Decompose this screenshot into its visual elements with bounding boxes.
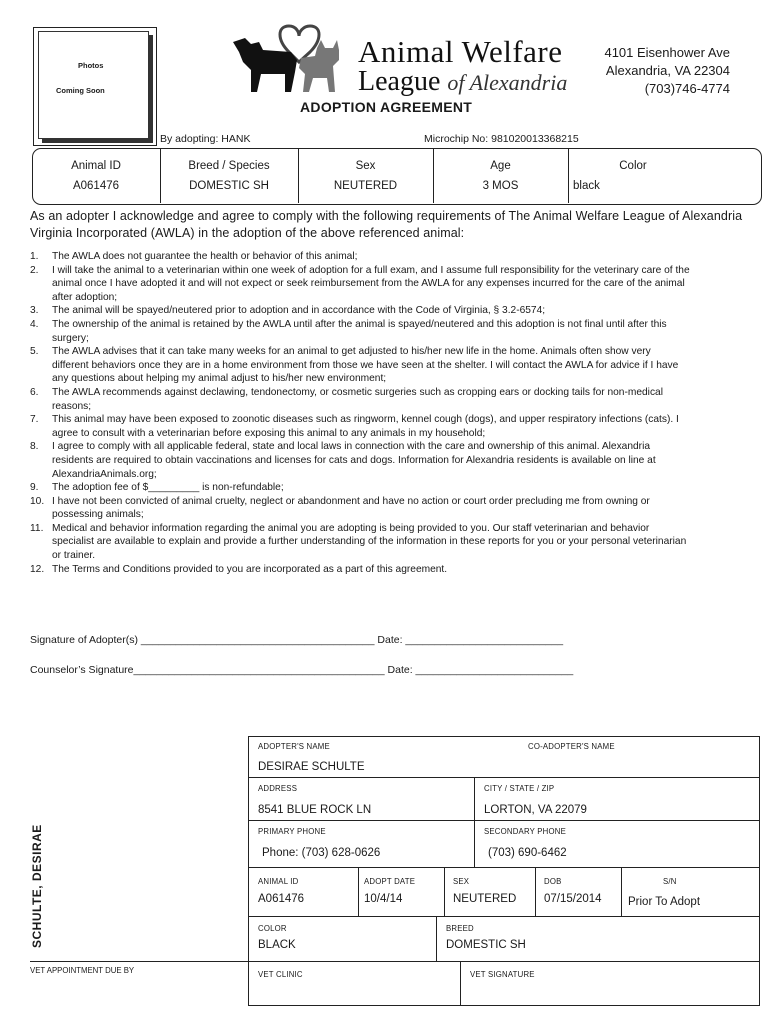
adopter-name-value: DESIRAE SCHULTE bbox=[258, 761, 365, 773]
term-number: 4. bbox=[30, 318, 39, 330]
coadopter-name-label: CO-ADOPTER'S NAME bbox=[528, 742, 615, 751]
sex-value: NEUTERED bbox=[333, 180, 398, 192]
org-street: 4101 Eisenhower Ave bbox=[604, 45, 730, 60]
photo-placeholder bbox=[38, 31, 149, 139]
dob-cell bbox=[535, 867, 622, 917]
term-text: I agree to comply with all applicable federal, state and local laws in connection with the care and ownership of this animal. Alexandria residents are required to obtain vaccinations and licenses for cats and dogs. Information for Alexandria residents is available on line at AlexandriaAnimals.org; bbox=[52, 441, 656, 480]
secondary-phone-label: SECONDARY PHONE bbox=[484, 827, 567, 836]
vet-due-divider bbox=[30, 961, 248, 962]
dob-label: DOB bbox=[544, 877, 562, 886]
form-color-value: BLACK bbox=[258, 939, 296, 951]
photo-caption-line1: Photos bbox=[78, 61, 104, 70]
vet-signature-label: VET SIGNATURE bbox=[470, 970, 535, 979]
term-number: 9. bbox=[30, 482, 39, 494]
term-number: 8. bbox=[30, 441, 39, 453]
adopt-date-label: ADOPT DATE bbox=[364, 877, 416, 886]
term-text: This animal may have been exposed to zoonotic diseases such as ringworm, kennel cough (dogs), and upper respiratory infections (cats). I agree to consult with a veterinarian before exposing this animal to any animals in my household; bbox=[52, 414, 679, 439]
term-item bbox=[30, 345, 690, 386]
form-sex-label: SEX bbox=[453, 877, 470, 886]
term-text: The Terms and Conditions provided to you are incorporated as a part of this agreement. bbox=[52, 563, 448, 575]
breed-value: DOMESTIC SH bbox=[189, 180, 269, 192]
document-title: ADOPTION AGREEMENT bbox=[300, 99, 473, 115]
adopt-date-cell bbox=[358, 867, 445, 917]
term-text: The AWLA advises that it can take many weeks for an animal to get adjusted to his/her new life in the home. Animals often show very different behaviors once they are in a home environment from those we have seen at the shelter. I will contact the AWLA for advice if I have any questions about helping my animal adjust to his/her new environment; bbox=[52, 346, 679, 385]
term-text: The ownership of the animal is retained by the AWLA until after the animal is spayed/neutered and this adoption is not final until after this surgery; bbox=[52, 318, 667, 344]
animal-id-value: A061476 bbox=[72, 180, 120, 192]
term-item bbox=[30, 563, 690, 577]
logo-text-line1: Animal Welfare bbox=[358, 34, 563, 69]
vet-appointment-due-label: VET APPOINTMENT DUE BY bbox=[30, 966, 135, 975]
info-divider bbox=[568, 148, 569, 203]
form-animal-id-value: A061476 bbox=[258, 893, 305, 905]
secondary-phone-value: (703) 690-6462 bbox=[488, 847, 567, 859]
sn-cell bbox=[621, 867, 760, 917]
term-text: I have not been convicted of animal cruelty, neglect or abandonment and have no action or court order precluding me from owning or possessing animals; bbox=[52, 495, 650, 521]
term-item bbox=[30, 413, 690, 440]
color-value: black bbox=[573, 180, 600, 192]
term-number: 10. bbox=[30, 495, 45, 507]
term-item bbox=[30, 495, 690, 522]
dog-cat-heart-icon bbox=[217, 22, 357, 98]
term-item bbox=[30, 440, 690, 481]
primary-phone-label: PRIMARY PHONE bbox=[258, 827, 326, 836]
adopter-signature-line: Signature of Adopter(s) ________________________________________ Date: ___________________________ bbox=[30, 634, 564, 646]
org-phone: (703)746-4774 bbox=[644, 81, 730, 96]
org-city: Alexandria, VA 22304 bbox=[605, 63, 730, 78]
address-label: ADDRESS bbox=[258, 784, 298, 793]
term-item bbox=[30, 386, 690, 413]
info-divider bbox=[160, 148, 161, 203]
animal-info-box bbox=[32, 148, 762, 205]
info-divider bbox=[298, 148, 299, 203]
term-item bbox=[30, 318, 690, 345]
counselor-signature-line: Counselor’s Signature___________________________________________ Date: ___________________________ bbox=[30, 664, 574, 676]
vet-clinic-label: VET CLINIC bbox=[258, 970, 303, 979]
dob-value: 07/15/2014 bbox=[544, 893, 602, 905]
age-value: 3 MOS bbox=[482, 180, 519, 192]
sn-label: S/N bbox=[663, 877, 677, 886]
age-header: Age bbox=[490, 160, 511, 172]
term-text: The animal will be spayed/neutered prior to adoption and in accordance with the Code of Virginia, § 3.2-6574; bbox=[52, 305, 546, 317]
photo-caption-line2: Coming Soon bbox=[56, 86, 105, 95]
term-number: 12. bbox=[30, 563, 45, 575]
term-number: 2. bbox=[30, 264, 39, 276]
form-breed-value: DOMESTIC SH bbox=[446, 939, 526, 951]
term-number: 6. bbox=[30, 386, 39, 398]
side-adopter-name: SCHULTE, DESIRAE bbox=[30, 824, 44, 948]
city-value: LORTON, VA 22079 bbox=[484, 804, 587, 816]
term-number: 7. bbox=[30, 414, 39, 426]
adopting-animal-name: By adopting: HANK bbox=[160, 133, 251, 145]
animal-id-label: ANIMAL ID bbox=[258, 877, 299, 886]
term-number: 11. bbox=[30, 522, 44, 534]
primary-phone-value: Phone: (703) 628-0626 bbox=[262, 847, 381, 859]
info-divider bbox=[433, 148, 434, 203]
term-item bbox=[30, 250, 690, 264]
term-item bbox=[30, 481, 690, 495]
term-item bbox=[30, 522, 690, 563]
breed-header: Breed / Species bbox=[188, 160, 270, 172]
sn-value: Prior To Adopt bbox=[628, 896, 701, 908]
intro-paragraph: As an adopter I acknowledge and agree to comply with the following requirements of The Animal Welfare League of Alexandria Virginia Incorporated (AWLA) in the adoption of the above referenced animal: bbox=[30, 209, 743, 240]
sex-cell bbox=[444, 867, 536, 917]
city-label: CITY / STATE / ZIP bbox=[484, 784, 555, 793]
term-text: The AWLA recommends against declawing, tendonectomy, or cosmetic surgeries such as cropping ears or docking tails for non-medical reasons; bbox=[52, 386, 663, 412]
term-item bbox=[30, 264, 690, 305]
form-sex-value: NEUTERED bbox=[453, 893, 517, 905]
logo-league: League bbox=[358, 66, 441, 97]
logo-text-line2 bbox=[358, 66, 567, 98]
term-text: The AWLA does not guarantee the health or behavior of this animal; bbox=[52, 251, 358, 262]
sex-header: Sex bbox=[355, 160, 376, 172]
form-color-label: COLOR bbox=[258, 924, 287, 933]
adopt-date-value: 10/4/14 bbox=[364, 893, 403, 905]
animal-id-header: Animal ID bbox=[71, 160, 121, 172]
term-number: 1. bbox=[30, 251, 39, 262]
vet-signature-cell bbox=[460, 961, 760, 1006]
term-text: The adoption fee of $_________ is non-refundable; bbox=[52, 482, 284, 494]
term-text: Medical and behavior information regarding the animal you are adopting is being provided to you. Our staff veterinarian and behavior specialist are available to explain and provide a further understanding of the information in these reports for you or your personal veterinarian or trainer. bbox=[52, 522, 687, 562]
animal-id-cell bbox=[248, 867, 359, 917]
term-text: I will take the animal to a veterinarian within one week of adoption for a full exam, and I assume full responsibility for the veterinary care of the animal once I have adopted it and will not expect or seek reimbursement from the AWLA for any expenses incurred for the care of the animal after adoption; bbox=[52, 264, 690, 303]
vet-clinic-cell bbox=[248, 961, 461, 1006]
terms-list bbox=[30, 250, 690, 576]
microchip-number: Microchip No: 981020013368215 bbox=[424, 133, 579, 145]
form-breed-label: BREED bbox=[446, 924, 474, 933]
term-number: 3. bbox=[30, 305, 39, 317]
term-number: 5. bbox=[30, 346, 39, 358]
color-header: Color bbox=[619, 160, 647, 172]
adopter-name-label: ADOPTER'S NAME bbox=[258, 742, 330, 751]
term-item bbox=[30, 304, 690, 318]
logo-of-alexandria: of Alexandria bbox=[447, 70, 568, 95]
address-value: 8541 BLUE ROCK LN bbox=[258, 804, 372, 816]
